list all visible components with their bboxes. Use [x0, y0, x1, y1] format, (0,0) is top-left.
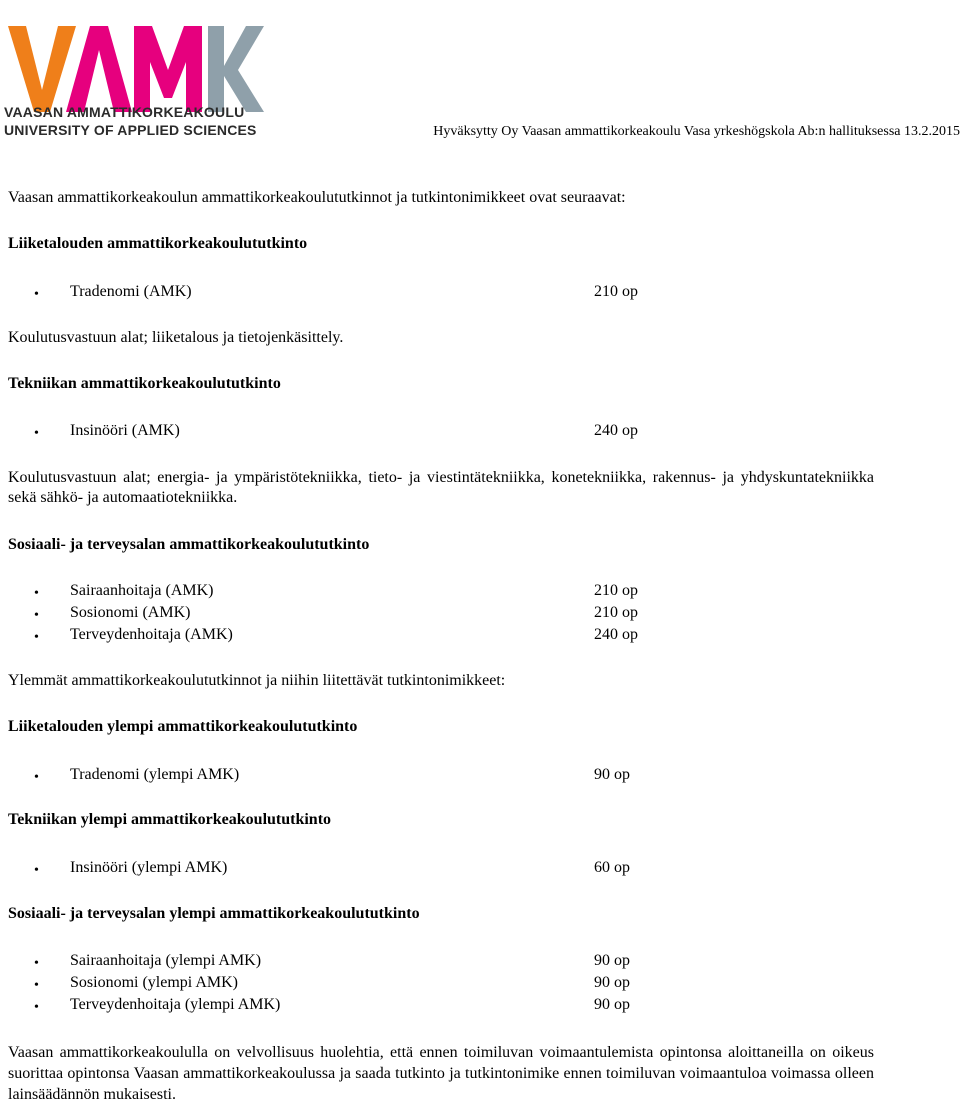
degree-title: Tradenomi (AMK) — [70, 283, 192, 300]
degree-credits: 210 op — [594, 604, 638, 621]
section-note: Koulutusvastuun alat; energia- ja ympäristötekniikka, tieto- ja viestintätekniikka, konetekniikka, rakennus- ja yhdyskuntatekniikka sekä sähkö- ja automaatiotekniikka. — [8, 469, 874, 506]
degree-credits: 210 op — [594, 283, 638, 300]
bullet-icon — [34, 586, 39, 602]
degree-title: Sairaanhoitaja (AMK) — [70, 582, 214, 599]
degree-credits: 90 op — [594, 996, 630, 1013]
approval-note: Hyväksytty Oy Vaasan ammattikorkeakoulu Vasa yrkeshögskola Ab:n hallituksessa 13.2.2015 — [433, 124, 960, 139]
bullet-icon — [34, 630, 39, 646]
bullet-icon — [34, 770, 39, 786]
section-note: Koulutusvastuun alat; liiketalous ja tietojenkäsittely. — [8, 329, 344, 346]
section-heading: Tekniikan ammattikorkeakoulututkinto — [8, 375, 281, 392]
section-heading: Sosiaali- ja terveysalan ylempi ammattikorkeakoulututkinto — [8, 905, 420, 922]
degree-title: Insinööri (ylempi AMK) — [70, 859, 228, 876]
degree-title: Terveydenhoitaja (ylempi AMK) — [70, 996, 281, 1013]
section-heading: Liiketalouden ylempi ammattikorkeakoulututkinto — [8, 718, 358, 735]
degree-credits: 210 op — [594, 582, 638, 599]
section-heading: Sosiaali- ja terveysalan ammattikorkeakoulututkinto — [8, 536, 370, 553]
degree-credits: 60 op — [594, 859, 630, 876]
degree-credits: 240 op — [594, 626, 638, 643]
degree-title: Insinööri (AMK) — [70, 422, 180, 439]
higher-intro-text: Ylemmät ammattikorkeakoulututkinnot ja niihin liitettävät tutkintonimikkeet: — [8, 672, 506, 689]
bullet-icon — [34, 978, 39, 994]
bullet-icon — [34, 1000, 39, 1016]
section-heading: Liiketalouden ammattikorkeakoulututkinto — [8, 235, 308, 252]
bullet-icon — [34, 287, 39, 303]
closing-paragraph: Vaasan ammattikorkeakoululla on velvollisuus huolehtia, että ennen toimiluvan voimaantulemista opintonsa aloittaneilla on oikeus suorittaa opintonsa Vaasan ammattikorkeakoulussa ja saada tutkinto ja tutkintonimike ennen toimiluvan voimaantuloa voimassa olleen lainsäädännön mukaisesti. — [8, 1044, 874, 1103]
logo-line-2: UNIVERSITY OF APPLIED SCIENCES — [4, 122, 257, 138]
degree-title: Sairaanhoitaja (ylempi AMK) — [70, 952, 262, 969]
bullet-icon — [34, 863, 39, 879]
section-heading: Tekniikan ylempi ammattikorkeakoulututkinto — [8, 811, 332, 828]
bullet-icon — [34, 608, 39, 624]
logo-line-1: VAASAN AMMATTIKORKEAKOULU — [4, 104, 245, 120]
degree-credits: 90 op — [594, 974, 630, 991]
degree-credits: 90 op — [594, 952, 630, 969]
bullet-icon — [34, 426, 39, 442]
degree-title: Sosionomi (AMK) — [70, 604, 191, 621]
degree-title: Tradenomi (ylempi AMK) — [70, 766, 240, 783]
degree-credits: 240 op — [594, 422, 638, 439]
degree-title: Terveydenhoitaja (AMK) — [70, 626, 233, 643]
degree-title: Sosionomi (ylempi AMK) — [70, 974, 239, 991]
intro-text: Vaasan ammattikorkeakoulun ammattikorkeakoulututkinnot ja tutkintonimikkeet ovat seuraavat: — [8, 189, 626, 206]
degree-credits: 90 op — [594, 766, 630, 783]
bullet-icon — [34, 956, 39, 972]
